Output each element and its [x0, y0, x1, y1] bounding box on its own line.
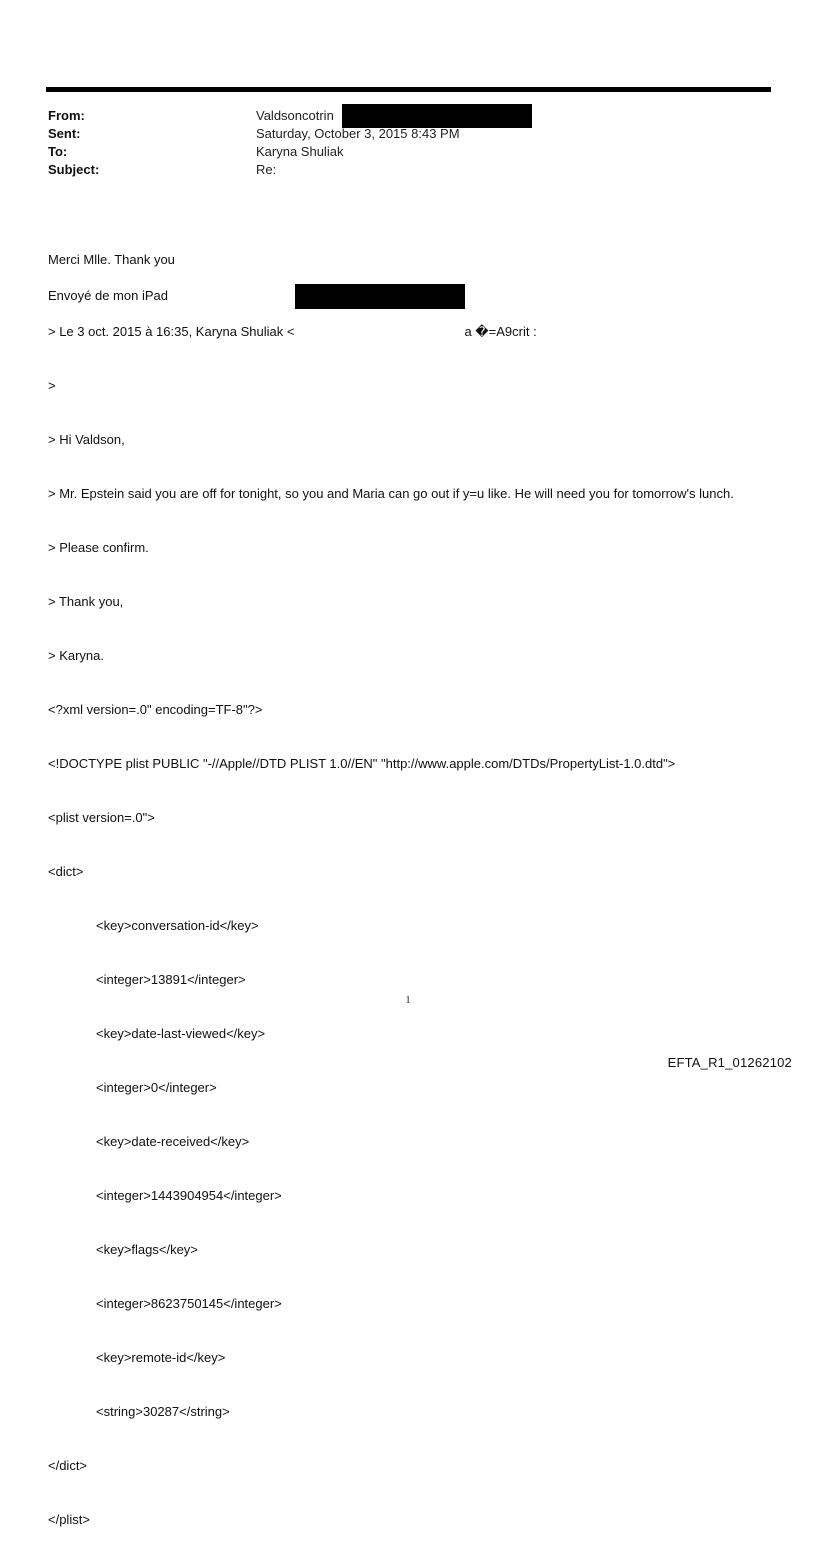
- header-rule: [46, 87, 771, 92]
- quoted-line: > Please confirm.: [48, 540, 149, 555]
- quote-intro-prefix: > Le 3 oct. 2015 à 16:35, Karyna Shuliak <: [48, 324, 295, 339]
- dict-entry: <integer>1443904954</integer>: [96, 1188, 282, 1203]
- quote-intro: [48, 323, 788, 341]
- quoted-line: > Thank you,: [48, 594, 124, 609]
- quoted-line: > Mr. Epstein said you are off for tonight, so you and Maria can go out if y=u like. He will need you for tomorrow's lunch.: [48, 486, 734, 501]
- plist-close: </plist>: [48, 1512, 90, 1527]
- ipad-signature: Envoyé de mon iPad: [48, 288, 168, 303]
- subject-value: Re:: [256, 162, 277, 177]
- dict-entry: <integer>0</integer>: [96, 1080, 217, 1095]
- quoted-line: > Hi Valdson,: [48, 432, 125, 447]
- subject-label: Subject:: [48, 162, 100, 177]
- to-label: To:: [48, 144, 68, 159]
- dict-close: </dict>: [48, 1458, 88, 1473]
- thanks-line: Merci Mlle. Thank you: [48, 252, 175, 267]
- dict-entry: <integer>8623750145</integer>: [96, 1296, 282, 1311]
- dict-entry: <string>30287</string>: [96, 1404, 230, 1419]
- dict-entry: <key>conversation-id</key>: [96, 918, 259, 933]
- sent-value: Saturday, October 3, 2015 8:43 PM: [256, 126, 460, 141]
- dict-entry: <key>flags</key>: [96, 1242, 198, 1257]
- plist-open: <plist version=.0">: [48, 810, 155, 825]
- dict-entry: <integer>13891</integer>: [96, 972, 246, 987]
- from-label: From:: [48, 108, 85, 123]
- quote-intro-suffix: a �=A9crit :: [464, 324, 537, 339]
- dict-entry: <key>remote-id</key>: [96, 1350, 226, 1365]
- redaction-block-email: [295, 284, 465, 309]
- quoted-line: >: [48, 378, 56, 393]
- dict-entry: <key>date-last-viewed</key>: [96, 1026, 266, 1041]
- dict-open: <dict>: [48, 864, 84, 879]
- doctype-line: <!DOCTYPE plist PUBLIC "-//Apple//DTD PLIST 1.0//EN" "http://www.apple.com/DTDs/PropertyList-1.0.dtd">: [48, 756, 676, 771]
- bates-number: EFTA_R1_01262102: [667, 1055, 792, 1070]
- quoted-line: > Karyna.: [48, 648, 105, 663]
- from-value: Valdsoncotrin: [256, 108, 334, 123]
- page-number: 1: [405, 995, 411, 1006]
- to-value: Karyna Shuliak: [256, 144, 344, 159]
- sent-label: Sent:: [48, 126, 81, 141]
- dict-entry: <key>date-received</key>: [96, 1134, 250, 1149]
- quoted-message: [48, 287, 788, 1547]
- xml-declaration: <?xml version=.0" encoding=TF-8"?>: [48, 702, 263, 717]
